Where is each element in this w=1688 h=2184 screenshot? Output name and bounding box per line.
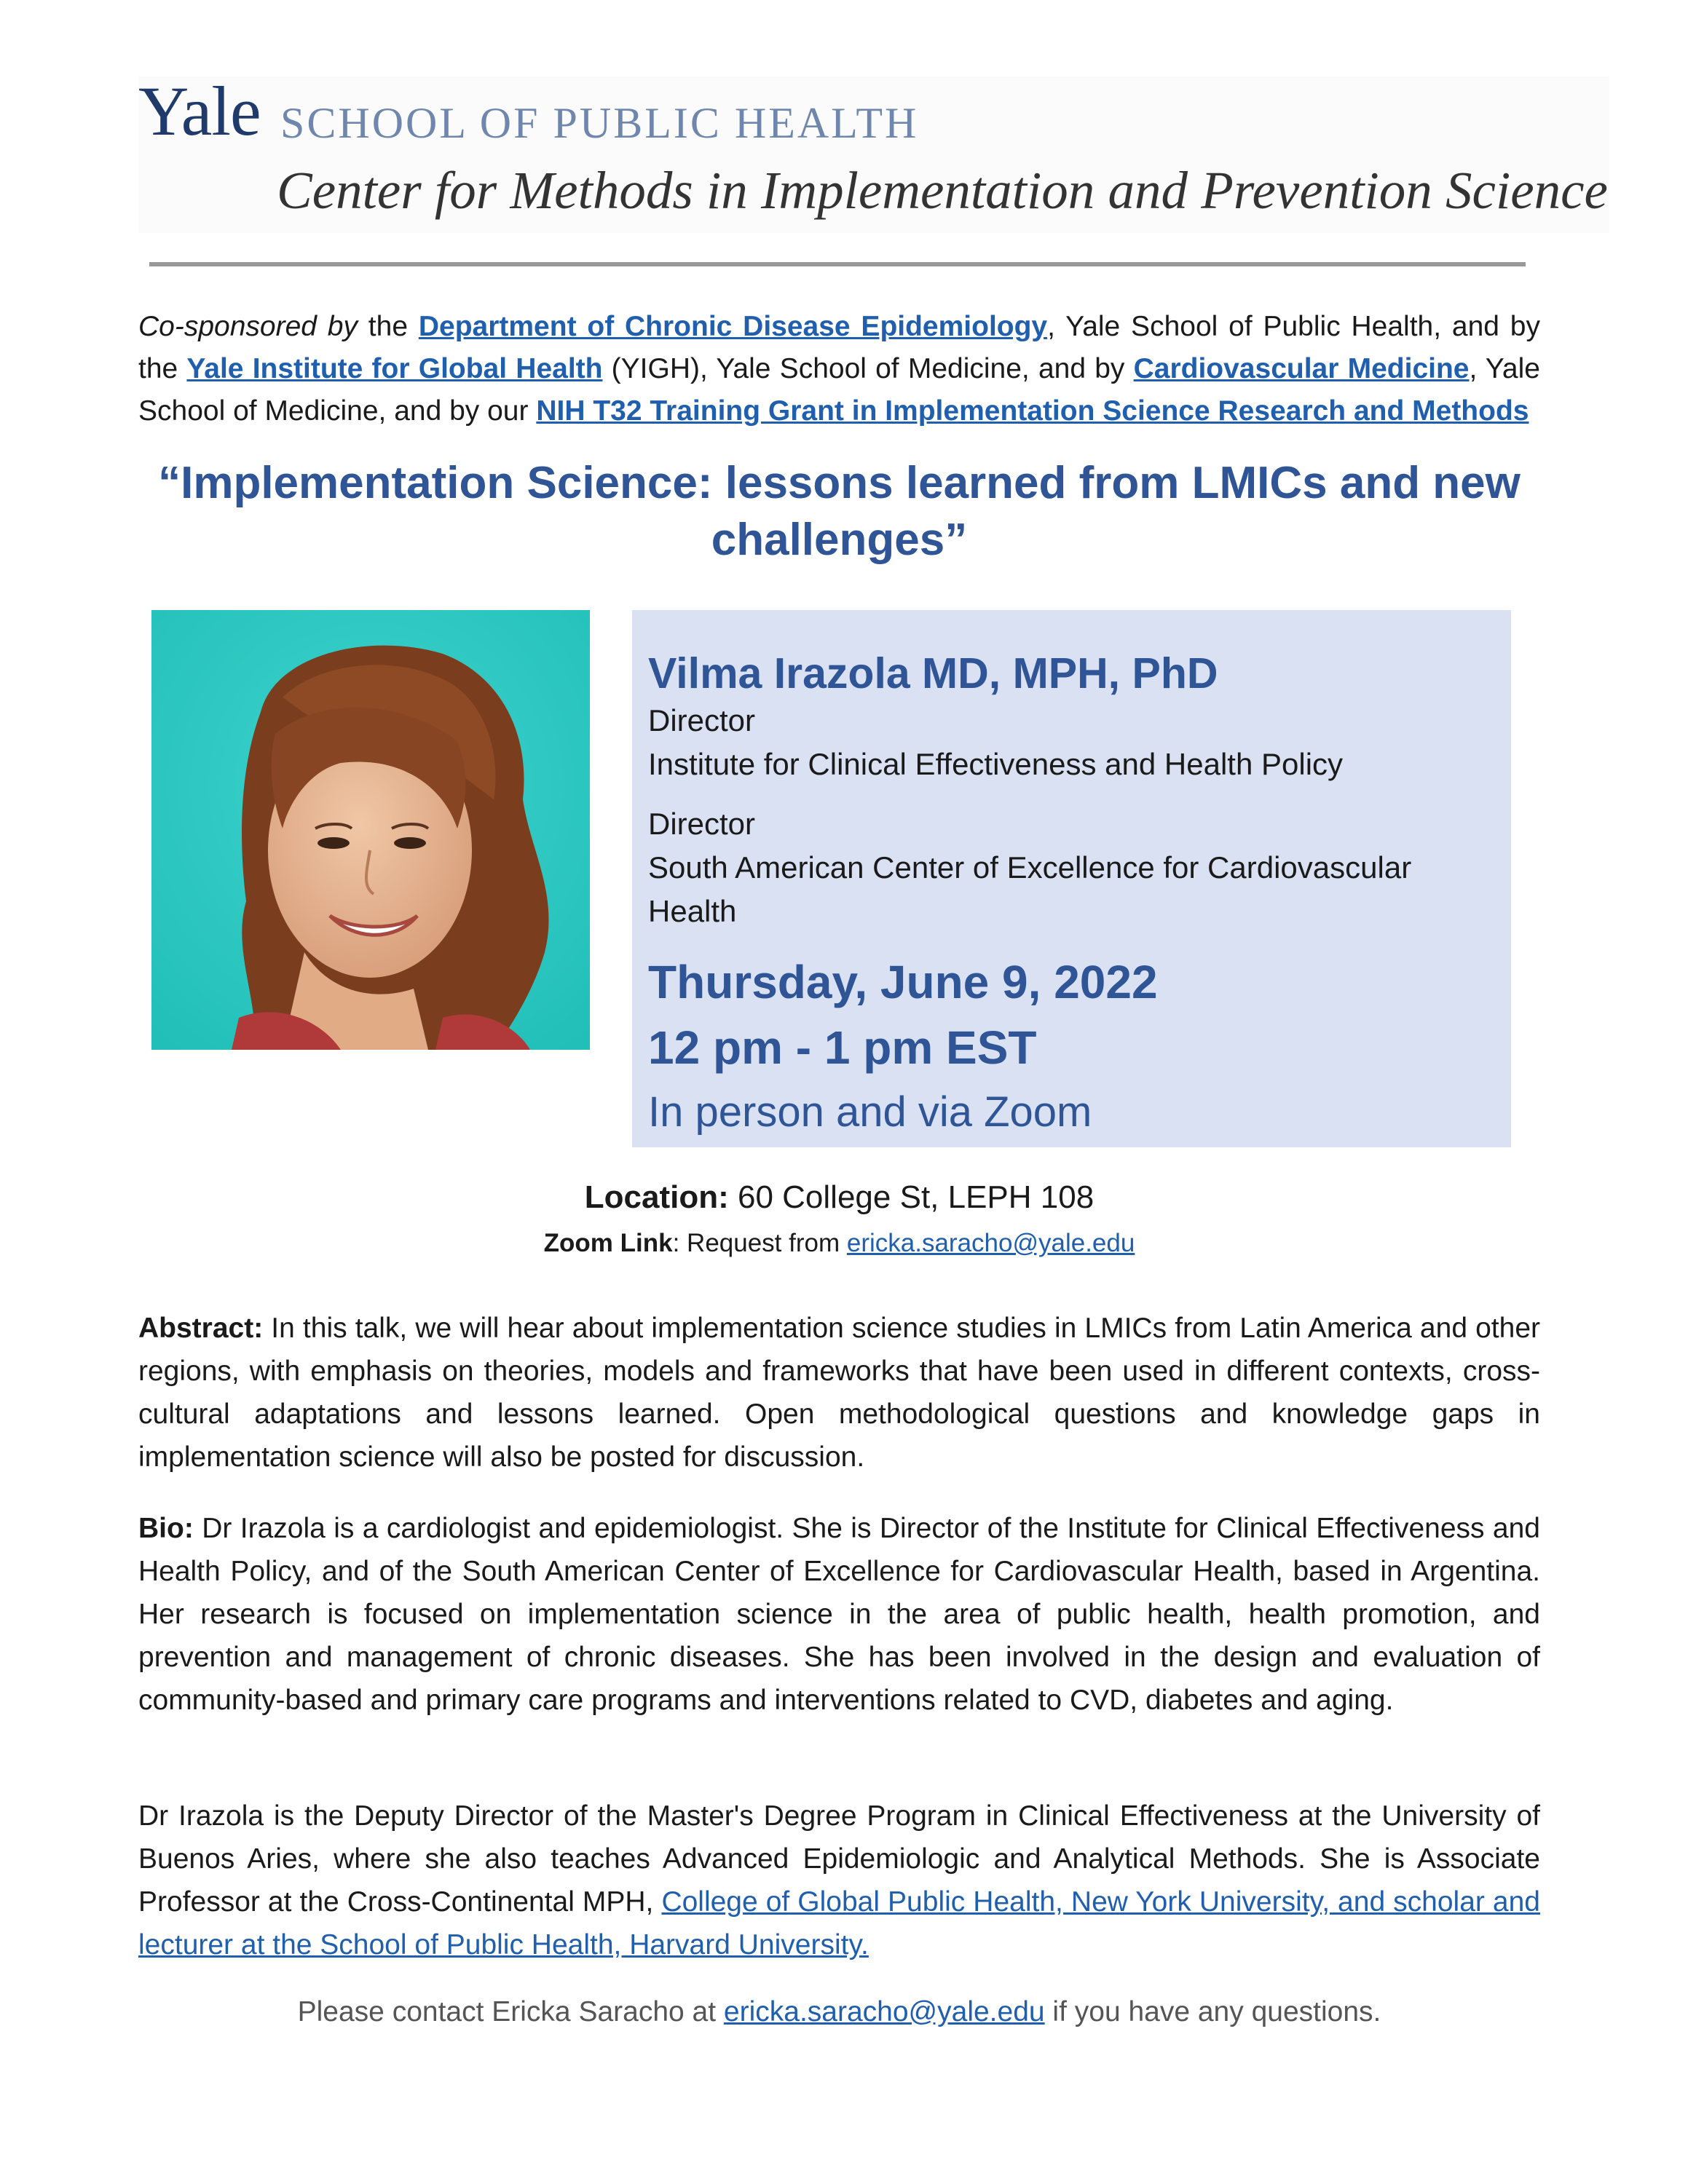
location-value: 60 College St, LEPH 108 — [728, 1179, 1095, 1215]
zoom-text: : Request from — [672, 1229, 847, 1257]
contact-line — [138, 1991, 1540, 2033]
speaker-role-org: South American Center of Excellence for Cardiovascular Health — [648, 850, 1412, 928]
center-name: Center for Methods in Implementation and Prevention Science — [277, 161, 1608, 220]
speaker-role-title: Director — [648, 703, 756, 737]
link-chronic-disease-epidemiology[interactable]: Department of Chronic Disease Epidemiology — [418, 311, 1048, 342]
zoom-line — [138, 1225, 1540, 1262]
bio2-link[interactable]: College of Global Public Health, New York University, and scholar and lecturer at the School of Public Health, Harvard University. — [138, 1886, 1540, 1961]
event-date: Thursday, June 9, 2022 — [648, 956, 1158, 1008]
speaker-info-box — [632, 610, 1511, 1147]
bio-paragraph-2 — [138, 1795, 1540, 1966]
contact-email-link[interactable]: ericka.saracho@yale.edu — [723, 1996, 1045, 2027]
talk-title: “Implementation Science: lessons learned from LMICs and new challenges” — [158, 458, 1521, 565]
yale-logo-wordmark: Yale — [138, 72, 261, 150]
speaker-role-org: Institute for Clinical Effectiveness and Health Policy — [648, 747, 1344, 781]
link-yale-institute-global-health[interactable]: Yale Institute for Global Health — [186, 353, 603, 384]
contact-before: Please contact Ericka Saracho at — [297, 1996, 724, 2027]
cosponsor-text: (YIGH), Yale School of Medicine, and by — [602, 353, 1134, 384]
cosponsor-text: the — [357, 311, 419, 342]
bio2-text: Dr Irazola is the Deputy Director of the Master's Degree Program in Clinical Effectiveness at the University of Buenos Aries, where she also teaches Advanced Epidemiologic and Analytical Methods. She is Associate Professor at the Cross-Continental MPH, — [138, 1800, 1540, 1918]
speaker-photo — [151, 610, 590, 1050]
speaker-name: Vilma Irazola MD, MPH, PhD — [648, 649, 1218, 697]
location-line — [138, 1176, 1540, 1219]
zoom-email-link[interactable]: ericka.saracho@yale.edu — [846, 1229, 1135, 1257]
bio-paragraph — [138, 1507, 1540, 1722]
link-cardiovascular-medicine[interactable]: Cardiovascular Medicine — [1133, 353, 1470, 384]
abstract-label: Abstract: — [138, 1313, 264, 1344]
cosponsor-text: , Yale School of Medicine, and by our — [138, 353, 1540, 427]
zoom-label: Zoom Link — [543, 1229, 673, 1257]
cosponsor-lead: Co-sponsored by — [138, 311, 358, 342]
speaker-role-title: Director — [648, 807, 756, 841]
abstract-paragraph — [138, 1307, 1540, 1479]
link-nih-t32-grant[interactable]: NIH T32 Training Grant in Implementation Science Research and Methods — [536, 395, 1529, 427]
header-banner — [138, 72, 1609, 233]
event-mode: In person and via Zoom — [648, 1088, 1092, 1136]
contact-after: if you have any questions. — [1044, 1996, 1381, 2027]
location-label: Location: — [584, 1179, 729, 1215]
header-divider — [149, 262, 1526, 266]
cosponsor-text: , Yale School of Public Health, and by the — [138, 311, 1540, 384]
school-name: SCHOOL OF PUBLIC HEALTH — [280, 99, 919, 147]
bio-label: Bio: — [138, 1513, 194, 1544]
event-time: 12 pm - 1 pm EST — [648, 1021, 1037, 1074]
abstract-text: In this talk, we will hear about implementation science studies in LMICs from Latin America and other regions, with emphasis on theories, models and frameworks that have been used in different contexts, cross-cultural adaptations and lessons learned. Open methodological questions and knowledge gaps in implementation science will also be posted for discussion. — [138, 1313, 1540, 1473]
cosponsor-paragraph — [138, 306, 1540, 432]
bio-text: Dr Irazola is a cardiologist and epidemiologist. She is Director of the Institute for Clinical Effectiveness and Health Policy, and of the South American Center of Excellence for Cardiovascular Health, based in Argentina. Her research is focused on implementation science in the area of public health, health promotion, and prevention and management of chronic diseases. She has been involved in the design and evaluation of community-based and primary care programs and interventions related to CVD, diabetes and aging. — [138, 1513, 1540, 1716]
